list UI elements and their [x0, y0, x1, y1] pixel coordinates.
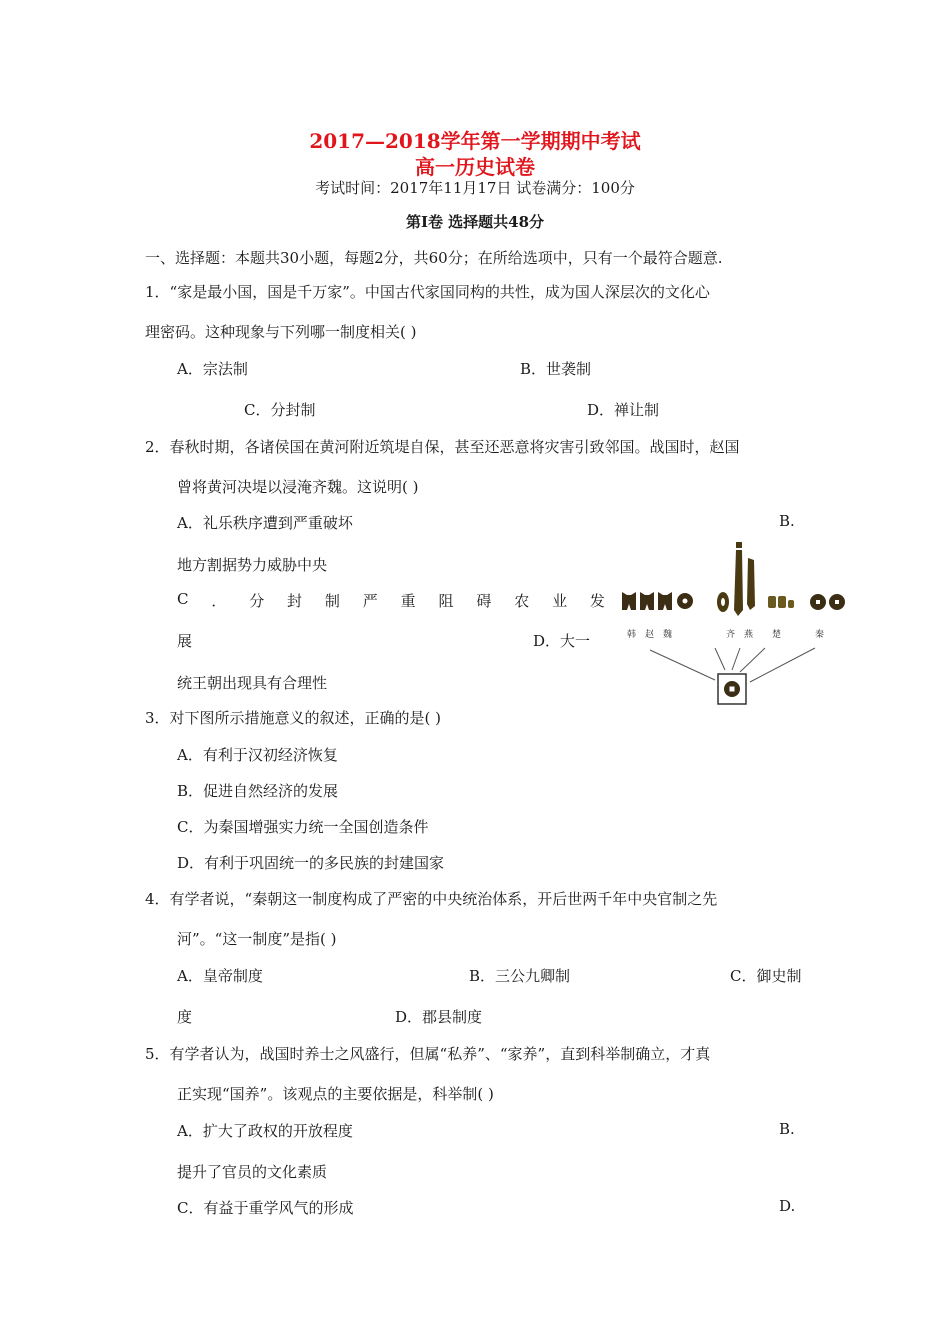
state-label: 魏: [663, 630, 673, 640]
q1-option-d: D．禅让制: [587, 401, 660, 419]
q5-option-c: C．有益于重学风气的形成: [177, 1199, 354, 1217]
q2-option-c-char: 农: [514, 592, 530, 610]
exam-subtitle: 高一历史试卷: [415, 155, 535, 179]
round-coins-icon: [810, 594, 845, 610]
q2-option-c-char: ．: [211, 592, 227, 610]
q4-option-c-end: 度: [177, 1008, 193, 1026]
q2-option-c-char: 封: [287, 592, 303, 610]
q2-option-c-char: 分: [249, 592, 265, 610]
state-label: 齐: [726, 630, 736, 640]
q4-option-a: A．皇帝制度: [177, 967, 263, 985]
q2-stem-1: 2．春秋时期，各诸侯国在黄河附近筑堤自保，甚至还恶意将灾害引致邻国。战国时，赵国: [145, 438, 740, 456]
exam-title: 2017—2018学年第一学期期中考试: [309, 129, 641, 153]
q2-stem-2: 曾将黄河决堤以浸淹齐魏。这说明( ): [177, 478, 419, 496]
q2-option-c-char: 重: [400, 592, 416, 610]
coin-unification-figure: [610, 540, 850, 710]
knife-coins-icon: [717, 542, 755, 616]
q2-option-c-char: 严: [362, 592, 378, 610]
ant-nose-coins-icon: [768, 596, 794, 608]
state-label: 燕: [744, 630, 754, 640]
q1-stem-2: 理密码。这种现象与下列哪一制度相关( ): [145, 323, 417, 341]
q4-option-d: D．郡县制度: [395, 1008, 483, 1026]
q4-stem-1: 4．有学者说，“秦朝这一制度构成了严密的中央统治体系，开后世两千年中央官制之先: [145, 890, 718, 908]
q1-option-c: C．分封制: [244, 401, 316, 419]
q2-option-a: A．礼乐秩序遭到严重破坏: [177, 514, 353, 532]
banliang-coin-icon: [718, 674, 746, 704]
q3-option-c: C．为秦国增强实力统一全国创造条件: [177, 818, 429, 836]
state-label: 楚: [772, 630, 782, 640]
q2-option-b-label: B.: [779, 512, 795, 530]
q4-option-c: C．御史制: [730, 967, 802, 985]
q1-option-b: B．世袭制: [520, 360, 592, 378]
spade-coins-icon: [622, 592, 693, 610]
section-title: 第Ⅰ卷 选择题共48分: [405, 213, 545, 231]
q3-option-d: D．有利于巩固统一的多民族的封建国家: [177, 854, 445, 872]
q4-option-b: B．三公九卿制: [469, 967, 571, 985]
q2-option-c: [177, 590, 605, 611]
q2-option-c-char: C: [177, 590, 189, 608]
q2-option-c-char: 业: [552, 592, 568, 610]
state-label: 赵: [645, 630, 655, 640]
instructions: 一、选择题：本题共30小题，每题2分，共60分；在所给选项中，只有一个最符合题意.: [145, 249, 723, 267]
q5-stem-1: 5．有学者认为，战国时养士之风盛行，但属“私养”、“家养”，直到科举制确立，才真: [145, 1045, 711, 1063]
exam-info: 考试时间：2017年11月17日 试卷满分：100分: [315, 179, 635, 197]
q2-option-c-char: 碍: [476, 592, 492, 610]
q4-stem-2: 河”。“这一制度”是指( ): [177, 930, 337, 948]
q5-stem-2: 正实现“国养”。该观点的主要依据是，科举制( ): [177, 1085, 494, 1103]
state-label: 韩: [627, 630, 637, 640]
q5-option-b-text: 提升了官员的文化素质: [177, 1163, 328, 1181]
q5-option-b-label: B.: [779, 1120, 795, 1138]
q2-option-b-text: 地方割据势力威胁中央: [177, 556, 328, 574]
q1-stem-1: 1．“家是最小国，国是千万家”。中国古代家国同构的共性，成为国人深层次的文化心: [145, 283, 710, 301]
q3-option-a: A．有利于汉初经济恢复: [177, 746, 338, 764]
q1-option-a: A．宗法制: [177, 360, 248, 378]
q3-stem: 3．对下图所示措施意义的叙述，正确的是( ): [145, 709, 442, 727]
q3-option-b: B．促进自然经济的发展: [177, 782, 339, 800]
q2-option-d-start: D．大一: [533, 632, 591, 650]
state-label: 秦: [815, 630, 825, 640]
q5-option-d-label: D.: [779, 1197, 796, 1215]
q2-option-d-end: 统王朝出现具有合理性: [177, 674, 328, 692]
q2-option-c-char: 发: [589, 592, 605, 610]
q2-option-c-end: 展: [177, 632, 193, 650]
q2-option-c-char: 阻: [438, 592, 454, 610]
q2-option-c-char: 制: [324, 592, 340, 610]
q5-option-a: A．扩大了政权的开放程度: [177, 1122, 353, 1140]
